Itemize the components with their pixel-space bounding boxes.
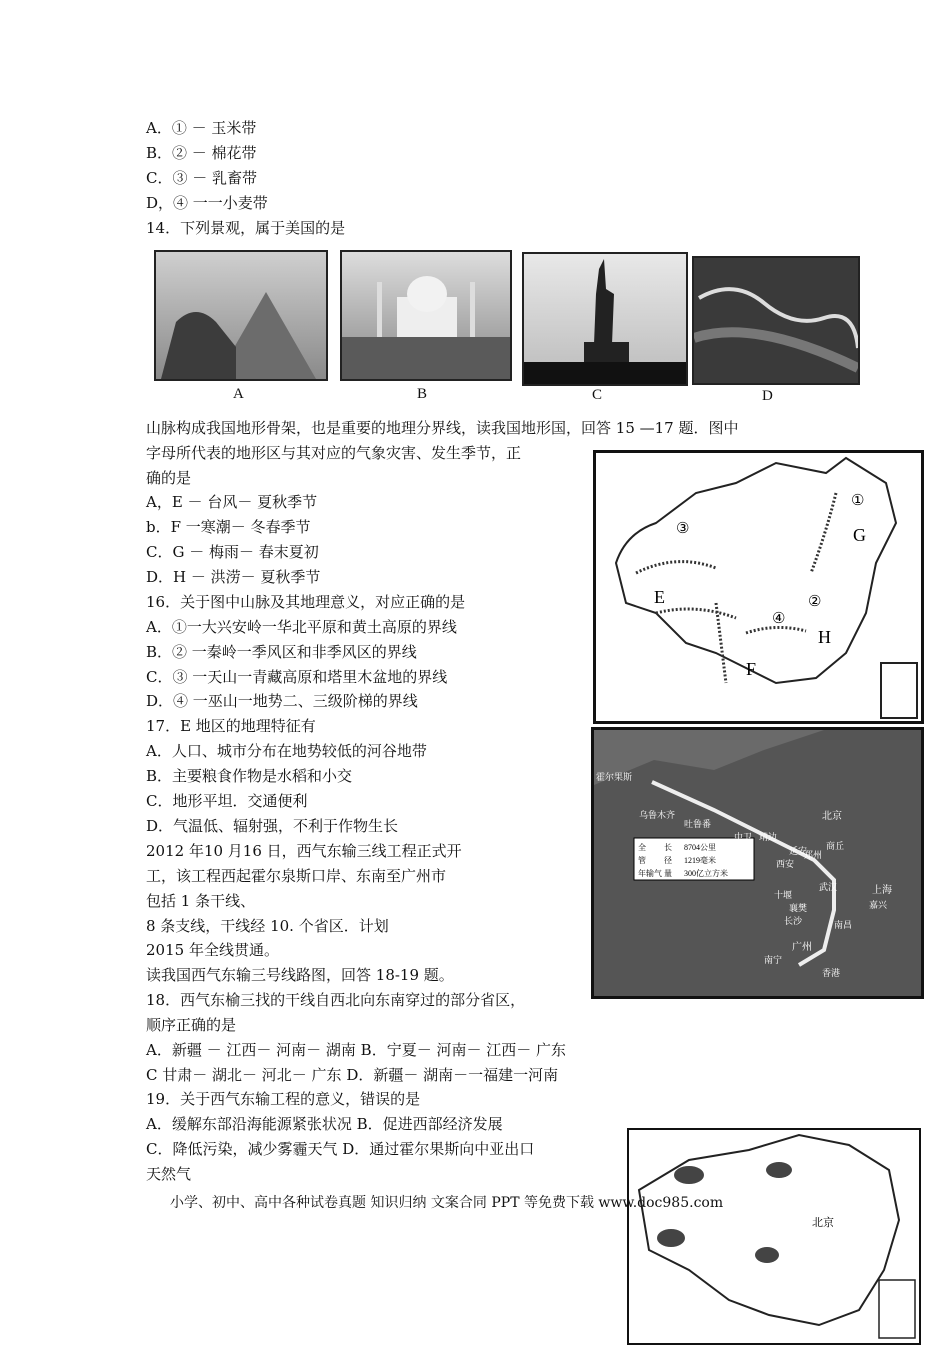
intro-18-19-line-5: 2015 年全线贯通。: [146, 941, 279, 959]
pipe-table-r2-c1: 管: [638, 856, 646, 865]
city-xian: 西安: [776, 859, 795, 869]
city-changsha: 长沙: [784, 916, 803, 926]
photo-statue-of-liberty: [522, 252, 688, 386]
q19-option-ab: A．缓解东部沿海能源紧张状况 B．促进西部经济发展: [146, 1115, 503, 1133]
intro-15-17-line-3: 确的是: [146, 469, 192, 487]
q16-stem: 16．关于图中山脉及其地理意义，对应正确的是: [146, 593, 466, 611]
city-zhengzhou: 郑州: [804, 850, 823, 860]
pipe-table-r1-c2: 长: [664, 843, 672, 852]
photo-label-a: A: [233, 386, 244, 402]
city-shiyan: 十堰: [774, 890, 793, 900]
q13-option-b: B．② － 棉花带: [146, 144, 257, 162]
terrain-label-g: G: [853, 525, 866, 545]
q19-stem: 19．关于西气东输工程的意义，错误的是: [146, 1090, 421, 1108]
city-shangqiu: 商丘: [826, 841, 845, 851]
city-turpan: 吐鲁番: [684, 819, 712, 829]
photo-great-wall: [692, 256, 860, 385]
intro-18-19-line-4: 8 条支线，干线经 10. 个省区．计划: [146, 917, 389, 935]
intro-18-19-line-1: 2012 年10 月16 日，西气东输三线工程正式开: [146, 842, 462, 860]
city-nanchang: 南昌: [834, 920, 853, 930]
pipe-table-r2-c2: 径: [664, 856, 672, 865]
city-jingbian: 靖边: [759, 832, 778, 842]
intro-15-17-line-2: 字母所代表的地形区与其对应的气象灾害、发生季节，正: [146, 444, 522, 462]
city-yanan: 延安: [789, 846, 808, 856]
terrain-map: [593, 450, 924, 724]
photo-label-c: C: [592, 387, 603, 403]
q15-option-a: A，E － 台风－ 夏秋季节: [146, 493, 318, 511]
photo-label-d: D: [762, 388, 773, 404]
q17-option-c: C．地形平坦．交通便利: [146, 792, 308, 810]
q17-option-a: A．人口、城市分布在地势较低的河谷地带: [146, 742, 427, 760]
intro-18-19-line-2: 工，该工程西起霍尔泉斯口岸、东南至广州市: [146, 867, 447, 885]
city-shanghai: 上海: [872, 885, 892, 896]
q16-option-c: C．③ 一天山一青藏高原和塔里木盆地的界线: [146, 668, 448, 686]
intro-18-19-line-6: 读我国西气东输三号线路图，回答 18-19 题。: [146, 966, 454, 984]
terrain-label-f: F: [746, 659, 757, 679]
q17-option-d: D．气温低、辐射强，不利于作物生长: [146, 817, 399, 835]
q15-option-d: D．H － 洪涝－ 夏秋季节: [146, 568, 321, 586]
terrain-label-2: ②: [808, 594, 822, 610]
city-zhongwei: 中卫: [734, 832, 753, 842]
city-jiaxing: 嘉兴: [869, 900, 888, 910]
city-beijing: 北京: [822, 811, 842, 822]
livestock-map-beijing: 北京: [812, 1217, 834, 1229]
terrain-label-3: ③: [676, 521, 690, 537]
terrain-label-1: ①: [851, 493, 865, 509]
q18-option-ab: A．新疆 － 江西－ 河南－ 湖南 B．宁夏－ 河南－ 江西－ 广东: [146, 1041, 567, 1059]
pipe-table-r3-c3: 300亿立方米: [684, 869, 728, 878]
city-hongkong: 香港: [822, 968, 841, 978]
intro-15-17-line-1: 山脉构成我国地形骨架，也是重要的地理分界线，读我国地形国，回答 15 —17 题．图中: [146, 419, 739, 437]
q15-option-c: C．G － 梅雨－ 春末夏初: [146, 543, 319, 561]
photo-sphinx: [154, 250, 328, 381]
terrain-label-h: H: [818, 627, 831, 647]
pipe-table-r1-c3: 8704公里: [684, 843, 716, 852]
q18-stem-2: 顺序正确的是: [146, 1016, 237, 1034]
q16-option-d: D．④ 一巫山一地势二、三级阶梯的界线: [146, 692, 418, 710]
q19-option-d-cont: 天然气: [146, 1165, 192, 1183]
pipe-table-r3-c1: 年输气: [638, 869, 662, 878]
q13-option-d: D，④ 一一小麦带: [146, 194, 268, 212]
city-guangzhou: 广州: [792, 942, 812, 953]
q16-option-a: A．①一大兴安岭一华北平原和黄土高原的界线: [146, 618, 457, 636]
terrain-label-e: E: [654, 587, 665, 607]
q16-option-b: B．② 一秦岭一季风区和非季风区的界线: [146, 643, 417, 661]
city-urumqi: 乌鲁木齐: [639, 810, 676, 820]
pipe-table-r3-c2: 量: [664, 869, 672, 878]
q14-stem: 14．下列景观，属于美国的是: [146, 219, 346, 237]
city-nanning: 南宁: [764, 955, 783, 965]
pipeline-map: [591, 727, 924, 999]
q18-option-cd: C 甘肃－ 湖北－ 河北－ 广东 D．新疆－ 湖南－一福建一河南: [146, 1066, 559, 1084]
photo-taj-mahal: [340, 250, 512, 381]
city-wuhan: 武汉: [819, 882, 838, 892]
q17-option-b: B．主要粮食作物是水稻和小交: [146, 767, 353, 785]
q18-stem-1: 18．西气东榆三找的干线自西北向东南穿过的部分省区，: [146, 991, 526, 1009]
terrain-label-4: ④: [772, 611, 786, 627]
footer-note: 小学、初中、高中各种试卷真题 知识归纳 文案合同 PPT 等免费下载 www.doc985.com: [170, 1195, 724, 1211]
pipe-table-r2-c3: 1219毫米: [684, 856, 716, 865]
intro-18-19-line-3: 包括 1 条干线、: [146, 892, 256, 910]
q19-option-cd: C．降低污染，减少雾霾天气 D．通过霍尔果斯向中亚出口: [146, 1140, 535, 1158]
livestock-map: [627, 1128, 921, 1345]
pipe-table-r1-c1: 全: [638, 843, 646, 852]
q17-stem: 17．E 地区的地理特征有: [146, 717, 316, 735]
q13-option-c: C．③ － 乳畜带: [146, 169, 258, 187]
photo-label-b: B: [417, 386, 428, 402]
q15-option-b: b．F 一寒潮－ 冬春季节: [146, 518, 311, 536]
q13-option-a: A．① － 玉米带: [146, 119, 257, 137]
city-xiangfan: 襄樊: [789, 903, 808, 913]
city-horgos: 霍尔果斯: [596, 772, 633, 782]
